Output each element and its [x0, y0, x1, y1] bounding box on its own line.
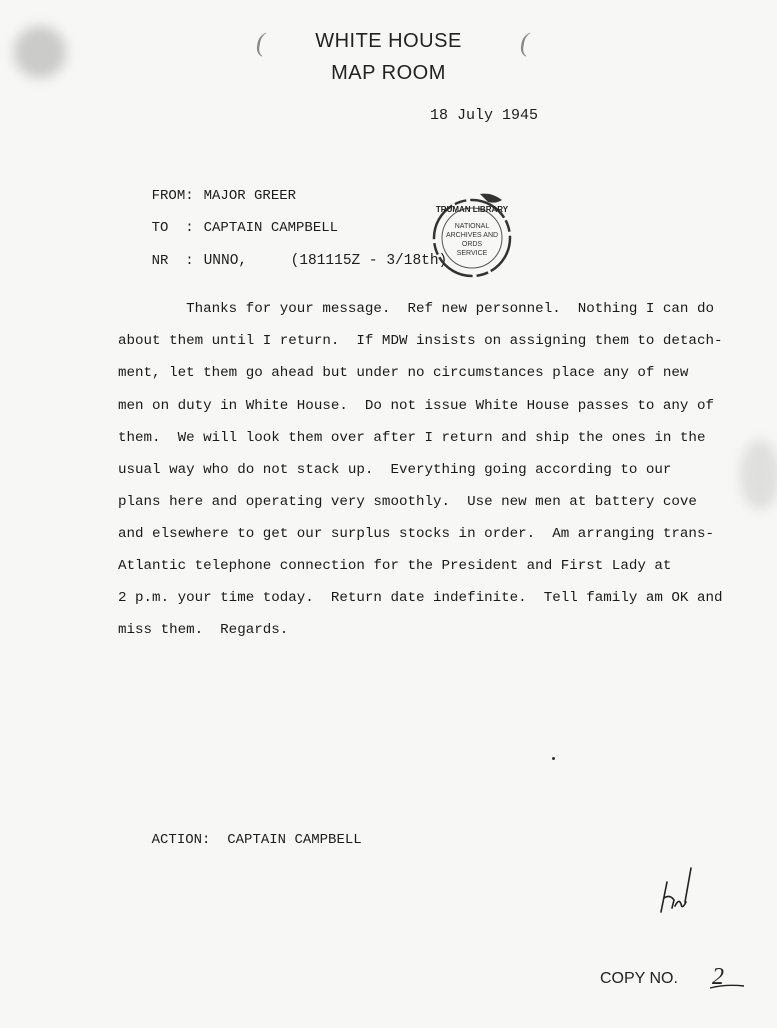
archive-stamp-icon	[428, 192, 516, 280]
action-value: CAPTAIN CAMPBELL	[227, 832, 362, 848]
copy-number-value: 2	[712, 964, 724, 990]
to-label: TO :	[151, 220, 194, 236]
stamp-line: ARCHIVES AND	[445, 232, 499, 239]
message-line: miss them. Regards.	[118, 622, 289, 638]
stamp-line: ORDS	[461, 241, 483, 248]
nr-value: UNNO, (181115Z - 3/18th)	[203, 253, 448, 269]
scan-smudge	[740, 440, 777, 510]
message-line: ment, let them go ahead but under no circumstances place any of new	[118, 365, 689, 381]
copy-number-underline	[708, 982, 748, 992]
parenthesis-mark: (	[520, 28, 529, 57]
nr-label: NR :	[151, 253, 194, 269]
parenthesis-mark: (	[256, 28, 265, 57]
action-row	[118, 816, 362, 864]
from-label: FROM:	[151, 188, 194, 204]
message-line: usual way who do not stack up. Everything going according to our	[118, 462, 672, 478]
message-line: 2 p.m. your time today. Return date indefinite. Tell family am OK and	[118, 590, 723, 606]
document-date: 18 July 1945	[430, 107, 539, 124]
stamp-line: NATIONAL	[454, 223, 490, 230]
stamp-text-top: TRUMAN LIBRARY	[435, 205, 509, 214]
to-value: CAPTAIN CAMPBELL	[203, 220, 339, 236]
message-line: plans here and operating very smoothly. Use new men at battery cove	[118, 494, 697, 510]
message-line: them. We will look them over after I return and ship the ones in the	[118, 430, 706, 446]
action-label: ACTION:	[151, 832, 211, 848]
handwritten-initials-icon	[655, 862, 695, 918]
from-value: MAJOR GREER	[203, 188, 297, 204]
message-line: Atlantic telephone connection for the President and First Lady at	[118, 558, 672, 574]
stamp-line: SERVICE	[456, 250, 488, 257]
nr-row	[118, 237, 447, 285]
heading-white-house: WHITE HOUSE	[315, 30, 462, 52]
message-line: men on duty in White House. Do not issue White House passes to any of	[118, 398, 714, 414]
heading-map-room: MAP ROOM	[331, 62, 446, 84]
copy-number-label: COPY NO.	[600, 970, 678, 987]
message-line: about them until I return. If MDW insists on assigning them to detach-	[118, 333, 723, 349]
message-line: and elsewhere to get our surplus stocks in order. Am arranging trans-	[118, 526, 714, 542]
message-line: Thanks for your message. Ref new personnel. Nothing I can do	[118, 301, 714, 317]
ink-speck	[552, 757, 555, 760]
